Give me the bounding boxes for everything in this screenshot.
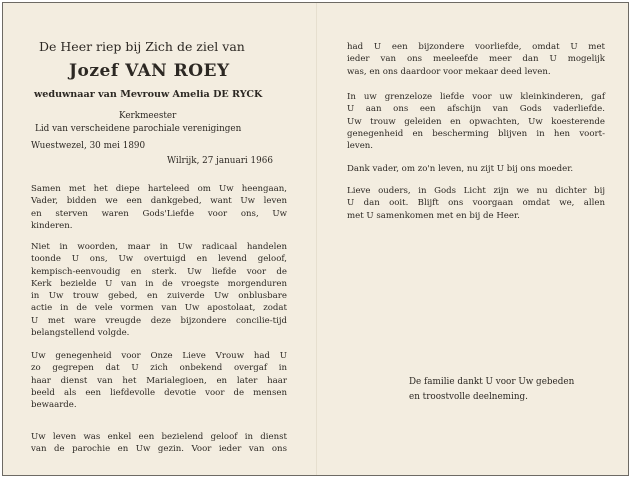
text-line: actie in de vele vormen van Uw apostolaat, zodat xyxy=(31,303,287,314)
text-line: Dank vader, om zo'n leven, nu zijt U bij ons moeder. xyxy=(347,164,574,174)
text-line: met U samenkomen met en bij de Heer. xyxy=(347,210,520,221)
deceased-name: Jozef VAN ROEY xyxy=(69,61,230,81)
text-line: was, en ons daardoor voor mekaar deed leven. xyxy=(347,66,551,77)
text-line: kempisch-eenvoudig en sterk. Uw liefde voor de xyxy=(31,266,287,277)
text-line: belangstellend volgde. xyxy=(31,328,130,339)
text-line: kinderen. xyxy=(31,220,73,231)
text-line: toonde U ons, Uw overtuigd en levend geloof, xyxy=(31,254,287,265)
text-line: haar dienst van het Marialegioen, en later haar xyxy=(31,375,287,386)
membership-line: Lid van verscheidene parochiale verenigingen xyxy=(35,124,242,134)
text-line: Uw genegenheid voor Onze Lieve Vrouw had U xyxy=(31,351,287,361)
text-line: van de parochie en Uw gezin. Voor ieder van ons xyxy=(31,444,287,455)
text-line: Niet in woorden, maar in Uw radicaal handelen xyxy=(31,242,287,252)
memorial-card xyxy=(2,2,629,476)
left-paragraph-1 xyxy=(31,183,287,232)
text-line: ieder van ons meeleefde meer dan U mogelijk xyxy=(347,54,605,65)
text-line: U dan ooit. Blijft ons voorgaan omdat we, allen xyxy=(347,198,605,209)
left-paragraph-2 xyxy=(31,241,287,339)
intro-line: De Heer riep bij Zich de ziel van xyxy=(39,39,245,54)
right-paragraph-1 xyxy=(347,41,605,78)
text-line: Vader, bidden we een dankgebed, want Uw leven xyxy=(31,196,287,207)
text-line: bewaarde. xyxy=(31,400,77,411)
birth-line: Wuestwezel, 30 mei 1890 xyxy=(31,141,146,151)
family-thanks-line-1: De familie dankt U voor Uw gebeden xyxy=(409,377,575,387)
right-paragraph-3 xyxy=(347,163,605,175)
text-line: leven. xyxy=(347,141,374,152)
role-line: Kerkmeester xyxy=(119,111,177,121)
right-paragraph-2 xyxy=(347,91,605,152)
text-line: zo gegrepen dat U zich onbekend overgaf in xyxy=(31,363,287,374)
text-line: Uw trouw geleiden en opwachten, Uw koesterende xyxy=(347,116,605,127)
text-line: Uw leven was enkel een bezielend geloof in dienst xyxy=(31,432,287,442)
widower-line: weduwnaar van Mevrouw Amelia DE RYCK xyxy=(34,89,263,100)
fold-line xyxy=(316,3,317,475)
right-paragraph-4 xyxy=(347,185,605,222)
text-line: U met ware vreugde deze bijzondere concilie-tijd xyxy=(31,315,287,326)
text-line: Samen met het diepe harteleed om Uw heengaan, xyxy=(31,184,287,194)
text-line: beeld als een liefdevolle devotie voor de mensen xyxy=(31,387,287,398)
text-line: U aan ons een afschijn van Gods vaderliefde. xyxy=(347,104,605,115)
text-line: Kerk bezielde U van in de vroegste morgenduren xyxy=(31,278,287,289)
text-line: Lieve ouders, in Gods Licht zijn we nu dichter bij xyxy=(347,186,605,196)
left-paragraph-4 xyxy=(31,431,287,456)
death-line: Wilrijk, 27 januari 1966 xyxy=(167,156,273,166)
text-line: in Uw trouw gebed, en zuiverde Uw onblusbare xyxy=(31,291,287,302)
left-paragraph-3 xyxy=(31,350,287,411)
text-line: had U een bijzondere voorliefde, omdat U met xyxy=(347,42,605,52)
family-thanks-line-2: en troostvolle deelneming. xyxy=(409,392,528,402)
text-line: genegenheid en bescherming blijven in hen voort- xyxy=(347,128,605,139)
text-line: In uw grenzeloze liefde voor uw kleinkinderen, gaf xyxy=(347,92,605,102)
text-line: en sterven waren Gods'Liefde voor ons, Uw xyxy=(31,208,287,219)
